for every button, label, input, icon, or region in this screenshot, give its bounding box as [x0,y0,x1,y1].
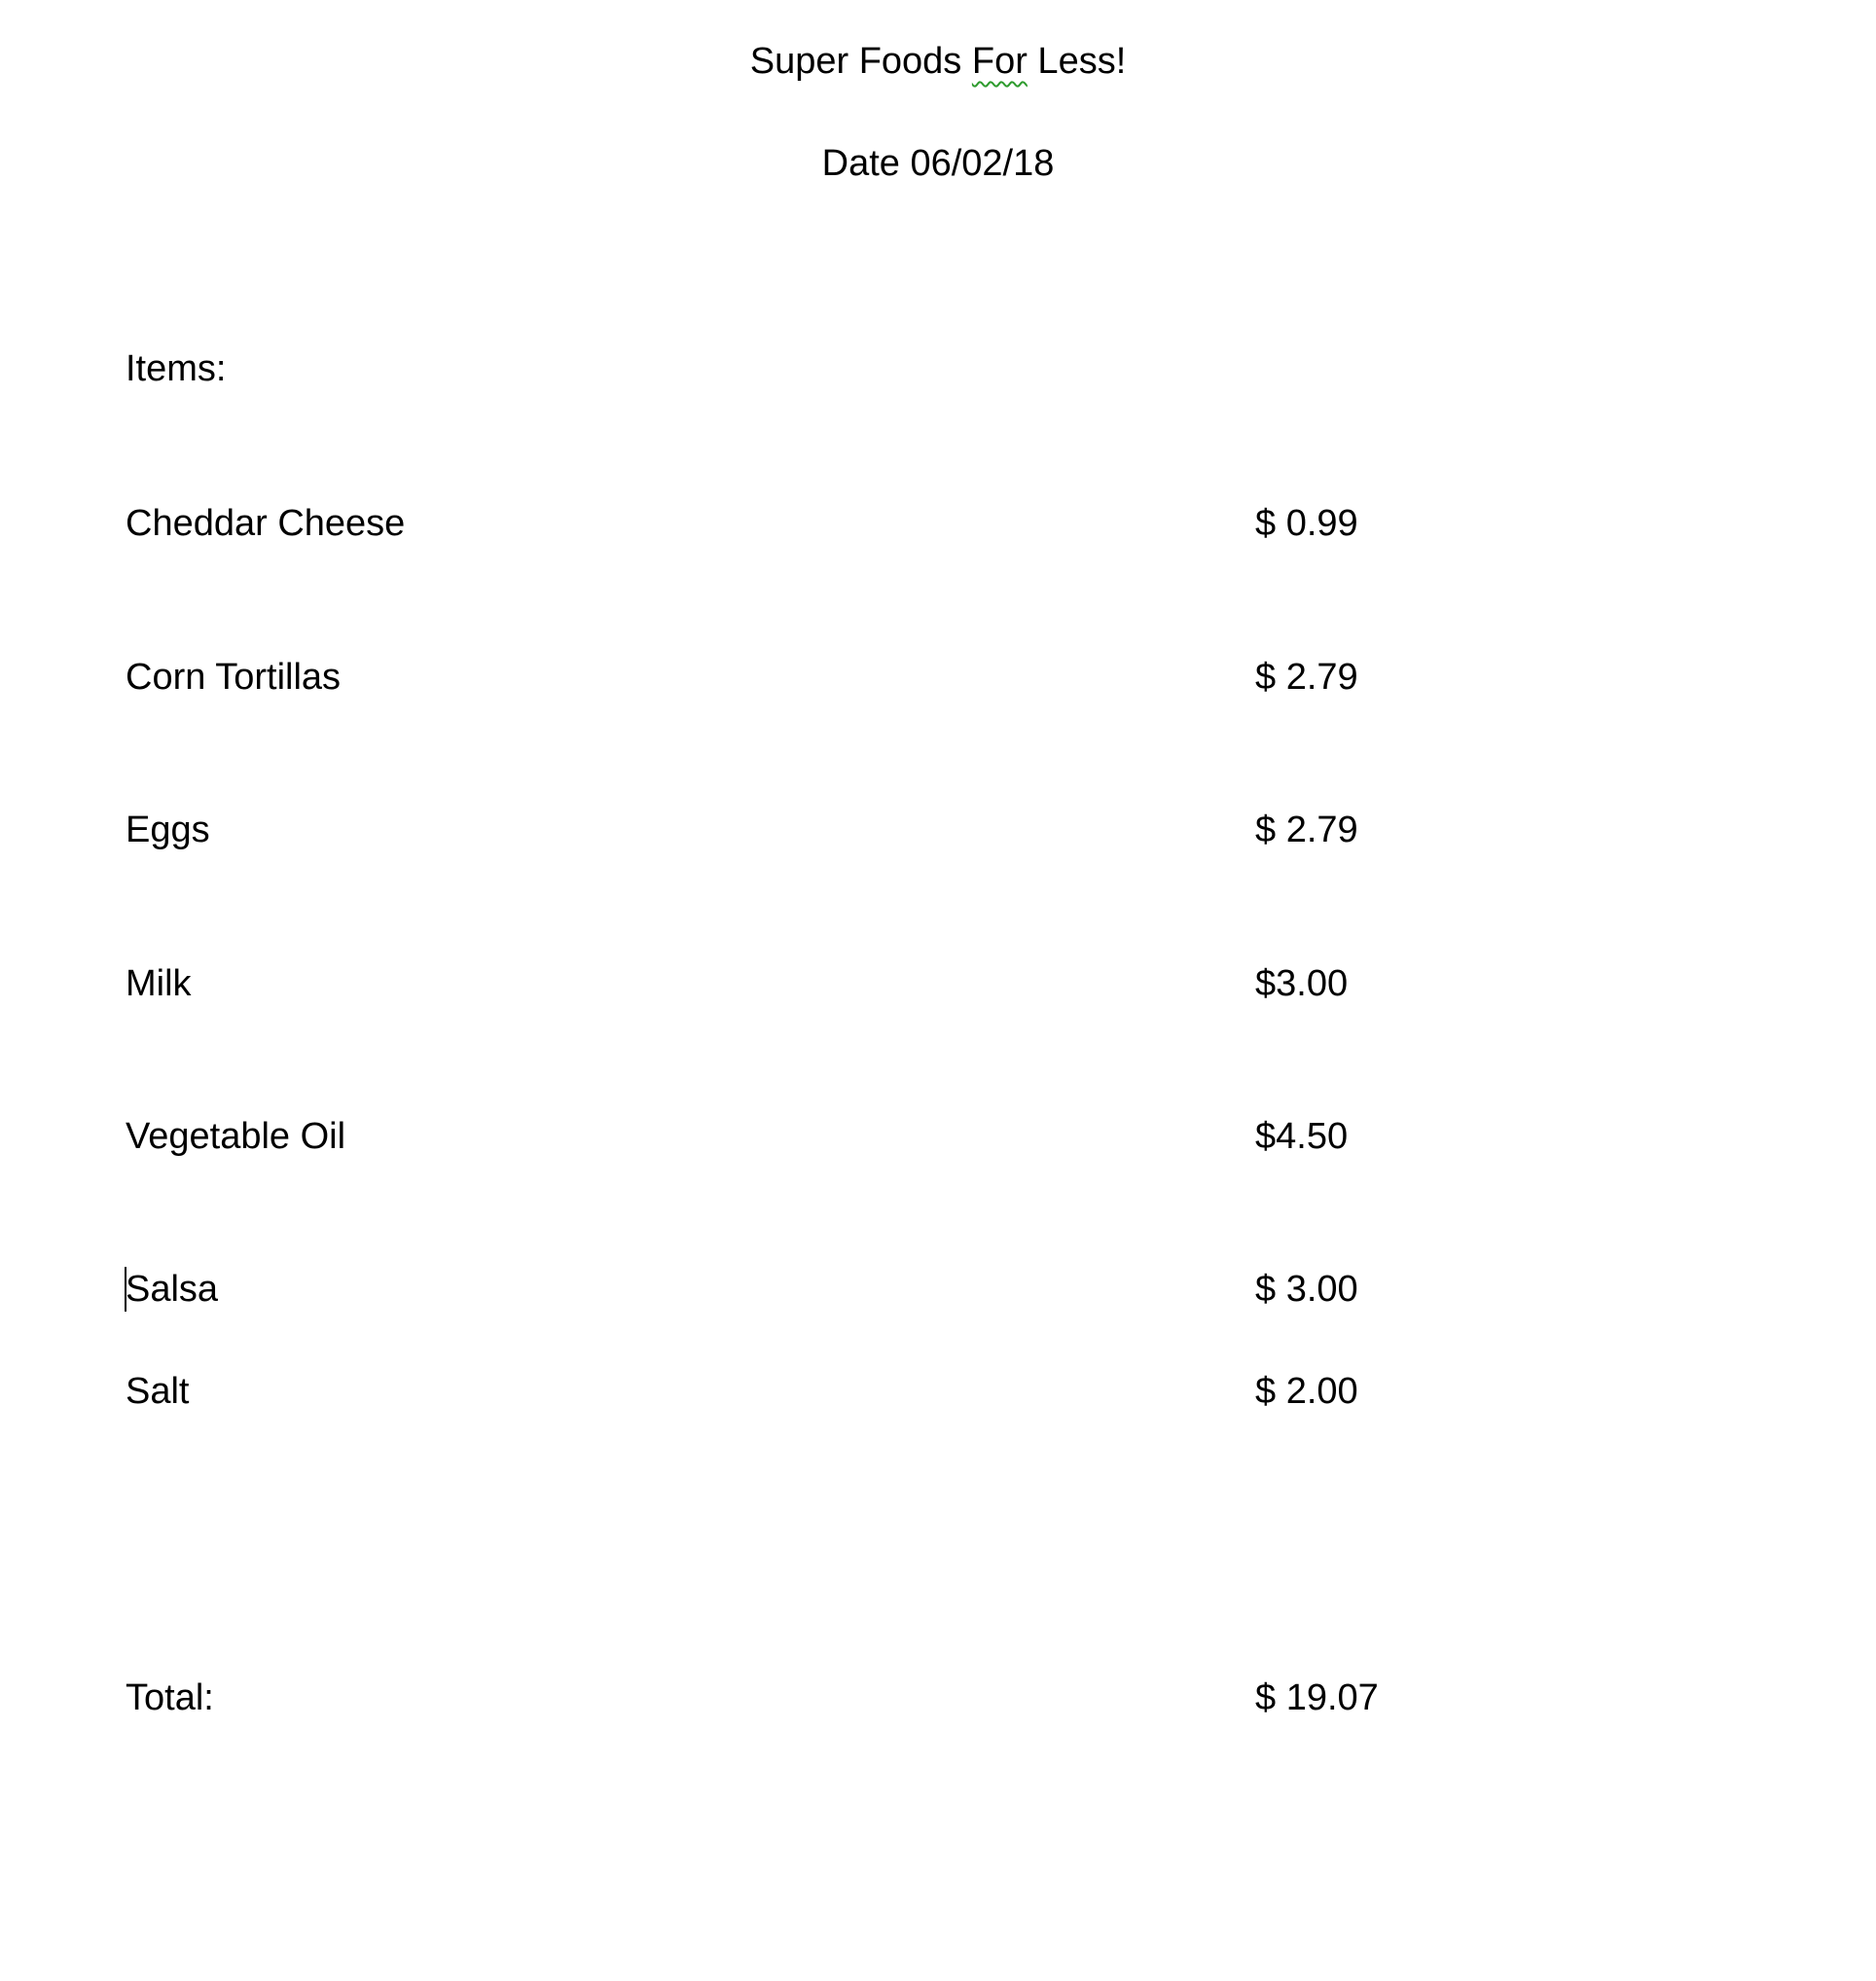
item-price: $ 2.79 [1255,810,1358,850]
item-row [0,806,1876,854]
total-row [0,1674,1876,1722]
item-row [0,1112,1876,1161]
item-price: $ 0.99 [1255,503,1358,544]
item-price: $ 3.00 [1255,1269,1358,1310]
items-heading: Items: [126,348,227,389]
item-row [0,1367,1876,1416]
item-price: $3.00 [1255,963,1349,1004]
item-row [0,499,1876,548]
title-prefix: Super Foods [749,41,972,82]
item-name: Corn Tortillas [126,657,342,698]
receipt-date: Date 06/02/18 [821,143,1055,184]
item-name: Salt [126,1371,190,1412]
total-label: Total: [126,1677,214,1718]
total-value: $ 19.07 [1255,1677,1379,1718]
item-price: $ 2.00 [1255,1371,1358,1412]
item-row [0,1265,1876,1314]
item-row [0,653,1876,702]
item-name: Vegetable Oil [126,1116,346,1157]
item-name: Cheddar Cheese [126,503,406,544]
item-price: $4.50 [1255,1116,1349,1157]
receipt-title [0,37,1876,86]
item-name: Eggs [126,810,210,850]
item-price: $ 2.79 [1255,657,1358,698]
title-flagged-word[interactable]: For [971,41,1028,82]
item-row [0,959,1876,1008]
title-suffix: Less! [1027,41,1127,82]
item-name: Milk [126,963,192,1004]
item-name: Salsa [126,1269,219,1310]
